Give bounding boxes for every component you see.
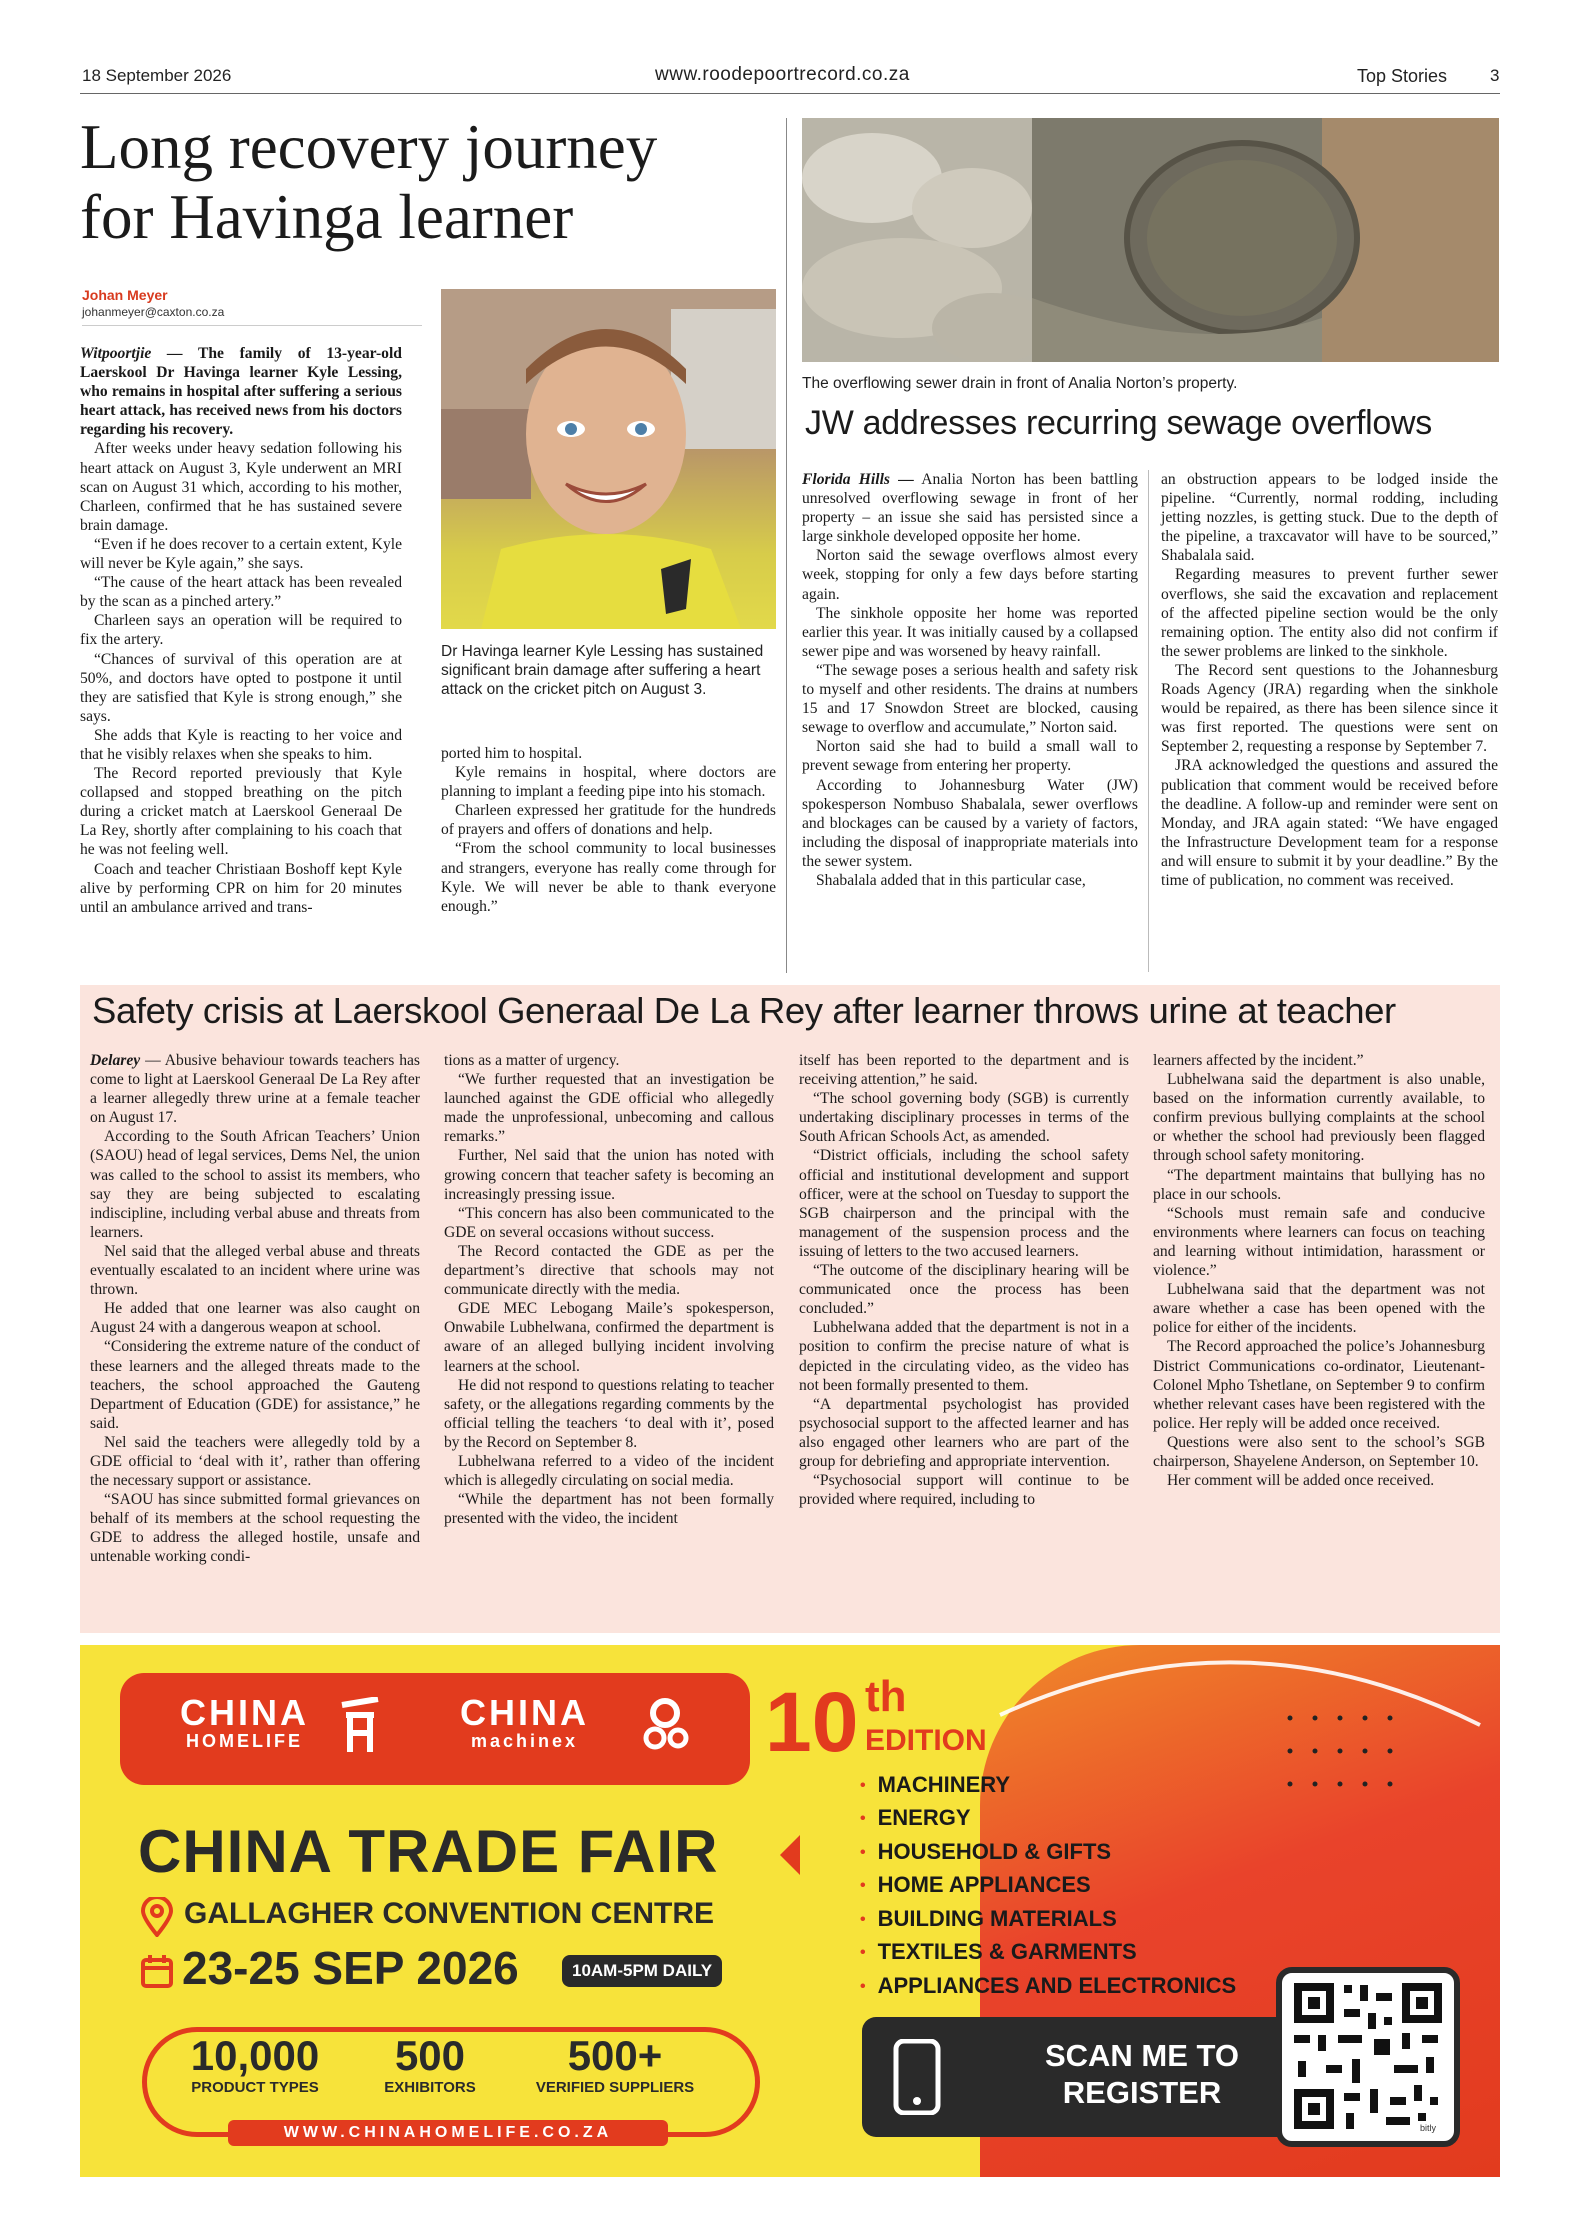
paragraph: Charleen says an operation will be required to fix the artery. [80,612,402,649]
ad-category-item [860,1903,1236,1936]
story3-column-1 [90,1051,420,1567]
paragraph: “Considering the extreme nature of the conduct of these learners and the alleged threats made to the teachers, the school approached the Gauteng Department of Education (GDE) for assistance,” he said. [90,1338,420,1432]
paragraph: The Record reported previously that Kyle collapsed and stopped breathing on the pitch during a cricket match at Laerskool Generaal De La Rey, shortly after complaining to his coach that he was not feeling well. [80,765,402,859]
paragraph: The Record contacted the GDE as per the department’s directive that schools may not communicate directly with the media. [444,1242,774,1299]
paragraph: tions as a matter of urgency. [444,1052,620,1069]
qr-code-pattern [1282,1973,1454,2141]
story1-headline [80,112,780,252]
ad-title: CHINA TRADE FAIR [138,1818,719,1885]
ad-category-item [860,1970,1236,2003]
paragraph: itself has been reported to the department and is receiving attention,” he said. [799,1052,1129,1089]
ad-category-label: TEXTILES & GARMENTS [877,1939,1137,1965]
paragraph: Charleen expressed her gratitude for the hundreds of prayers and offers of donations and help. [441,802,776,839]
stat-product-types: 10,000 PRODUCT TYPES [190,2032,320,2096]
paragraph: “District officials, including the school safety official and institutional development and support officer, were at the school on Tuesday to support the SGB chairperson and the principal with the management of the suspension process and the issuing of letters to the two accused learners. [799,1147,1129,1260]
calendar-icon [140,1953,174,1989]
china-machinex-logo: CHINA machinex [460,1692,589,1751]
bullet-icon: • [860,1776,866,1794]
paragraph: “The school governing body (SGB) is currently undertaking disciplinary processes in terms of the South African Schools Act, as amended. [799,1090,1129,1146]
header-page-number: 3 [1490,66,1500,85]
ad-venue: GALLAGHER CONVENTION CENTRE [184,1897,715,1930]
story3-column-3 [799,1051,1129,1509]
kyle-photo-caption: Dr Havinga learner Kyle Lessing has sustained significant brain damage after suffering a heart attack on the cricket pitch on August 3. [441,643,764,698]
paragraph: Norton said she had to build a small wall to prevent sewage from entering her property. [802,738,1138,775]
paragraph: Shabalala added that in this particular case, [816,871,1086,889]
china-homelife-logo: CHINA HOMELIFE [180,1692,309,1751]
paragraph: He added that one learner was also caught on August 24 with a dangerous weapon at school. [90,1300,420,1337]
trade-fair-ad[interactable] [80,1645,1500,2177]
paragraph: ported him to hospital. [441,745,583,762]
paragraph: learners affected by the incident.” [1153,1052,1364,1069]
paragraph: “Schools must remain safe and conducive environments where learners can focus on teaching and learning without intimidation, harassment or violence.” [1153,1204,1485,1280]
paragraph: The Record sent questions to the Johannesburg Roads Agency (JRA) regarding when the sinkhole would be repaired, as there has been silence since it was first reported. The questions were sent on September 2, requesting a response by September 7. [1161,661,1498,756]
ad-edition: 10 th EDITION [765,1672,987,1769]
paragraph: According to Johannesburg Water (JW) spokesperson Nombuso Shabalala, sewer overflows and blockages can be caused by a variety of factors, including the disposal of inappropriate materials into the sewer system. [802,776,1138,870]
story2-column-divider [1148,470,1149,972]
scan-label: SCAN ME TO REGISTER [1044,2038,1240,2110]
sewer-photo-caption: The overflowing sewer drain in front of Analia Norton’s property. [802,375,1238,392]
paragraph: “The sewage poses a serious health and safety risk to myself and other residents. The drains at numbers 15 and 17 Snowdon Street are blocked, causing sewage to overflow and accumulate,” Norton said. [802,661,1138,737]
bullet-icon: • [860,1910,866,1928]
story1-column-2 [441,744,776,916]
paragraph: “We further requested that an investigation be launched against the GDE official who allegedly made the unprofessional, unbecoming and callous remarks.” [444,1071,774,1146]
ad-category-label: HOUSEHOLD & GIFTS [877,1838,1112,1864]
homelife-gate-icon [340,1697,380,1757]
paragraph: Nel said the teachers were allegedly told by a GDE official to ‘deal with it’, rather than offering the necessary support or assistance. [90,1433,420,1490]
paragraph: He did not respond to questions relating to teacher safety, or the allegations regarding comments by the official telling the teachers ‘to deal with it’, posed by the Record on September 8. [444,1376,774,1451]
paragraph: Questions were also sent to the school’s SGB chairperson, Shayelene Anderson, on September 10. [1153,1433,1485,1470]
qr-code[interactable] [1276,1967,1460,2147]
paragraph: “While the department has not been formally presented with the video, the incident [444,1491,774,1528]
bullet-icon: • [860,1843,866,1861]
ad-category-label: ENERGY [877,1805,971,1831]
machinex-gear-icon [640,1693,690,1753]
qr-tag: bitly [1420,2123,1437,2133]
story2-headline: JW addresses recurring sewage overflows [805,404,1432,442]
paragraph: GDE MEC Lebogang Maile’s spokesperson, Onwabile Lubhelwana, confirmed the department is aware of an alleged bullying incident involving learners at the school. [444,1300,774,1375]
ad-category-item [860,1869,1236,1902]
kyle-photo-illustration [441,289,776,629]
byline-email[interactable]: johanmeyer@caxton.co.za [82,305,225,319]
paragraph: “A departmental psychologist has provided psychosocial support to the affected learner and has also engaged other learners who are part of the group for debriefing and appropriate intervention. [799,1395,1129,1470]
paragraph: JRA acknowledged the questions and assured the publication that comment would be received before the deadline. A follow-up and reminder were sent on Monday, and JRA again stated: “We have engaged the Infrastructure Development team for a response and will ensure to submit it by your deadline.” By the time of publication, no comment was received. [1161,757,1498,889]
ad-dot-grid [1285,1713,1435,1813]
header-section: Top Stories [1357,66,1448,86]
story1-column-1 [80,344,402,917]
byline-rule [82,325,422,326]
ad-arrow-left-icon [776,1833,804,1877]
paragraph: Lubhelwana said the department is also unable, based on the information currently available, to confirm previous bullying complaints at the school or whether the school had previously been flagged through school safety monitoring. [1153,1071,1485,1165]
header-url[interactable]: www.roodepoortrecord.co.za [655,64,910,85]
kyle-photo [441,289,776,629]
bullet-icon: • [860,1944,866,1962]
paragraph: Further, Nel said that the union has noted with growing concern that teacher safety is becoming an increasingly pressing issue. [444,1147,774,1203]
headline-line-1: Long recovery journey [80,112,658,182]
paragraph: “From the school community to local businesses and strangers, everyone has really come through for Kyle. We will never be able to thank everyone enough.” [441,840,776,915]
ad-category-label: APPLIANCES AND ELECTRONICS [877,1972,1237,1998]
paragraph: She adds that Kyle is reacting to her voice and that he visibly relaxes when she speaks to him. [80,726,402,763]
paragraph: Kyle remains in hospital, where doctors are planning to implant a feeding pipe into his stomach. [441,764,776,801]
bullet-icon: • [860,1977,866,1995]
stat-exhibitors: 500 EXHIBITORS [384,2032,476,2096]
bullet-icon: • [860,1877,866,1895]
ad-category-label: HOME APPLIANCES [877,1872,1091,1898]
paragraph: Lubhelwana referred to a video of the incident which is allegedly circulating on social media. [444,1452,774,1490]
ad-category-item [860,1836,1236,1869]
story3-column-4 [1153,1051,1485,1490]
ad-category-item [860,1936,1236,1969]
story3-headline: Safety crisis at Laerskool Generaal De La Rey after learner throws urine at teacher [92,990,1396,1031]
paragraph: “The cause of the heart attack has been revealed by the scan as a pinched artery.” [80,574,402,611]
column-divider [786,118,787,973]
story3-column-2 [444,1051,774,1528]
story3-lead: Delarey — Abusive behaviour towards teachers has come to light at Laerskool Generaal De La Rey after a learner allegedly threw urine at a female teacher on August 17. [90,1052,420,1127]
ad-hours-badge: 10AM-5PM DAILY [562,1955,722,1987]
story2-lead: Florida Hills — Analia Norton has been battling unresolved overflowing sewage in front of her property – an issue she said has persisted since a large sinkhole developed opposite her home. [802,471,1138,546]
scan-to-register-button[interactable] [862,2017,1332,2137]
paragraph: “Psychosocial support will continue to be provided where required, including to [799,1472,1129,1509]
paragraph: Norton said the sewage overflows almost every week, stopping for only a few days before starting again. [802,547,1138,603]
ad-category-list [860,1769,1236,2003]
headline-line-2: for Havinga learner [80,182,574,252]
paragraph: Regarding measures to prevent further sewer overflows, she said the excavation and replacement of the affected pipeline section would be the only remaining option. The entity also did not confirm if the sewer problems are linked to the sinkhole. [1161,566,1498,660]
sewer-drain-illustration [802,118,1499,362]
paragraph: After weeks under heavy sedation following his heart attack on August 3, Kyle underwent an MRI scan on August 31 which, according to his mother, Charleen, confirmed that he has sustained severe brain damage. [80,440,402,534]
paragraph: an obstruction appears to be lodged inside the pipeline. “Currently, normal rodding, including jetting nozzles, is getting stuck. Due to the depth of the pipeline, a traxcavator will have to be sourced,” Shabalala said. [1161,471,1498,565]
header-date: 18 September 2026 [82,66,232,85]
location-pin-icon [140,1897,174,1937]
paragraph: “SAOU has since submitted formal grievances on behalf of its members at the school requesting the GDE to address the alleged hostile, unsafe and untenable working condi- [90,1491,420,1566]
ad-category-label: BUILDING MATERIALS [877,1905,1117,1931]
ad-category-label: MACHINERY [877,1772,1011,1797]
ad-category-item [860,1769,1236,1802]
paragraph: The Record approached the police’s Johannesburg District Communications co-ordinator, Lieutenant-Colonel Mpho Tshetlane, on September 9 to confirm whether relevant cases have been registered with the police. Her reply will be added once received. [1153,1338,1485,1432]
stat-verified-suppliers: 500+ VERIFIED SUPPLIERS [535,2032,695,2096]
story2-column-1 [802,470,1138,890]
paragraph: The sinkhole opposite her home was reported earlier this year. It was initially caused by a collapsed sewer pipe and was worsened by heavy rainfall. [802,604,1138,660]
header-rule [80,93,1500,94]
paragraph: “This concern has also been communicated to the GDE on several occasions without success. [444,1204,774,1241]
byline-name: Johan Meyer [82,287,168,303]
paragraph: According to the South African Teachers’ Union (SAOU) head of legal services, Dems Nel, the union was called to the school to assist its members, who say they are being subjected to escalating indiscipline, including verbal abuse and threats from learners. [90,1128,420,1241]
paragraph: Nel said that the alleged verbal abuse and threats eventually escalated to an incident where urine was thrown. [90,1242,420,1299]
ad-dates: 23-25 SEP 2026 [182,1942,519,1994]
paragraph: “The department maintains that bullying has no place in our schools. [1153,1166,1485,1203]
bullet-icon: • [860,1810,866,1828]
ad-website[interactable]: WWW.CHINAHOMELIFE.CO.ZA [228,2120,668,2146]
paragraph: “Even if he does recover to a certain extent, Kyle will never be Kyle again,” she says. [80,535,402,573]
paragraph: Coach and teacher Christiaan Boshoff kept Kyle alive by performing CPR on him for 20 minutes until an ambulance arrived and trans- [80,860,402,916]
ad-category-item [860,1802,1236,1835]
phone-icon [890,2039,950,2115]
paragraph: “The outcome of the disciplinary hearing will be communicated once the process has been concluded.” [799,1262,1129,1318]
story1-lead: Witpoortjie — The family of 13-year-old Laerskool Dr Havinga learner Kyle Lessing, who remains in hospital after suffering a serious heart attack, has received news from his doctors regarding his recovery. [80,345,402,439]
story2-column-2 [1161,470,1498,890]
paragraph: Lubhelwana said that the department was not aware whether a case has been opened with the police for either of the incidents. [1153,1281,1485,1337]
paragraph: Her comment will be added once received. [1167,1472,1435,1490]
sewer-drain-photo [802,118,1499,362]
paragraph: “Chances of survival of this operation are at 50%, and doctors have opted to postpone it until they are satisfied that Kyle is strong enough,” she says. [80,650,402,725]
paragraph: Lubhelwana added that the department is not in a position to confirm the precise nature of what is depicted in the circulating video, as the video has not been formally presented to them. [799,1319,1129,1394]
